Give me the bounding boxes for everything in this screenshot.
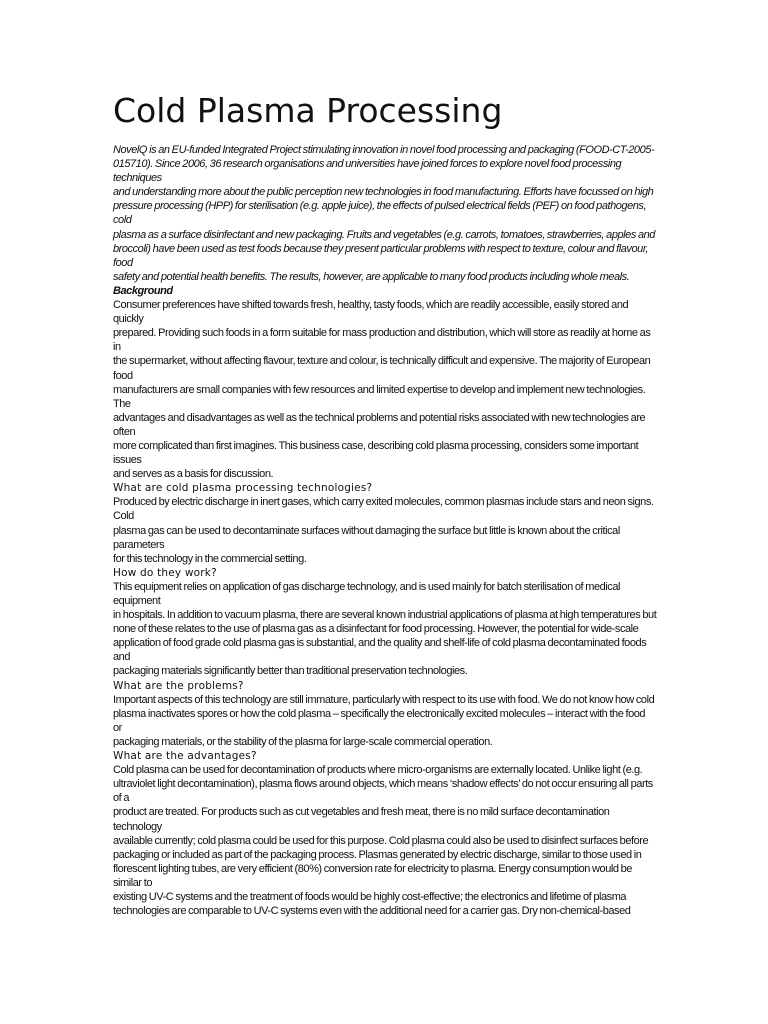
text-line: issues <box>113 454 142 467</box>
section-heading: How do they work? <box>113 566 217 579</box>
text-line: Produced by electric discharge in inert gases, which carry exited molecules, common plasmas include stars and neon signs. <box>113 496 654 509</box>
text-line: available currently; cold plasma could be used for this purpose. Cold plasma could also be used to disinfect surfaces before <box>113 834 649 847</box>
text-line: prepared. Providing such foods in a form suitable for mass production and distribution, which will store as readily at home as <box>113 327 651 340</box>
text-line: in hospitals. In addition to vacuum plasma, there are several known industrial applications of plasma at high temperatures but <box>113 609 657 622</box>
text-line: none of these relates to the use of plasma gas as a disinfectant for food processing. However, the potential for wide-scale <box>113 623 639 636</box>
text-line: florescent lighting tubes, are very efficient (80%) conversion rate for electricity to plasma. Energy consumption would be <box>113 862 632 875</box>
text-line: more complicated than first imagines. This business case, describing cold plasma processing, considers some important <box>113 439 639 452</box>
text-line: Consumer preferences have shifted towards fresh, healthy, tasty foods, which are readily accessible, easily stored and <box>113 299 629 312</box>
section-heading: What are cold plasma processing technologies? <box>113 482 373 495</box>
document-body <box>113 143 658 918</box>
text-line: packaging materials significantly better than traditional preservation technologies. <box>113 665 468 678</box>
section-heading: What are the problems? <box>113 679 244 692</box>
text-line: The <box>113 397 131 410</box>
page-title: Cold Plasma Processing <box>113 91 503 130</box>
text-line: parameters <box>113 538 165 551</box>
text-line: plasma gas can be used to decontaminate surfaces without damaging the surface but little is known about the critical <box>113 524 620 537</box>
text-line: for this technology in the commercial setting. <box>113 552 307 565</box>
text-line: advantages and disadvantages as well as the technical problems and potential risks associated with new technologies are <box>113 411 646 424</box>
text-line: pressure processing (HPP) for sterilisation (e.g. apple juice), the effects of pulsed electrical fields (PEF) on food pathogens, <box>113 200 647 213</box>
text-line: plasma as a surface disinfectant and new packaging. Fruits and vegetables (e.g. carrots, tomatoes, strawberries, apples and <box>113 228 655 241</box>
text-line: in <box>113 341 121 354</box>
text-line: similar to <box>113 876 153 889</box>
text-line: safety and potential health benefits. The results, however, are applicable to many food products including whole meals. <box>113 270 630 283</box>
text-line: and <box>113 651 131 664</box>
text-line: technologies are comparable to UV-C systems even with the additional need for a carrier gas. Dry non-chemical-based <box>113 905 631 918</box>
text-line: techniques <box>113 172 162 185</box>
text-line: application of food grade cold plasma gas is substantial, and the quality and shelf-life of cold plasma decontaminated foods <box>113 637 647 650</box>
text-line: often <box>113 425 136 438</box>
text-line: broccoli) have been used as test foods because they present particular problems with respect to texture, colour and flavour, <box>113 242 649 255</box>
text-line: Cold <box>113 510 134 523</box>
text-line: of a <box>113 792 130 805</box>
text-line: packaging or included as part of the packaging process. Plasmas generated by electric discharge, similar to those used in <box>113 848 642 861</box>
text-line: This equipment relies on application of gas discharge technology, and is used mainly for batch sterilisation of medical <box>113 580 621 593</box>
text-line: ultraviolet light decontamination), plasma flows around objects, which means ‘shadow effects’ do not occur ensuring all parts <box>113 778 653 791</box>
text-line: equipment <box>113 595 161 607</box>
text-line: food <box>113 369 133 382</box>
text-line: existing UV-C systems and the treatment of foods would be highly cost-effective; the electronics and lifetime of plasma <box>113 890 627 903</box>
text-line: 015710). Since 2006, 36 research organisations and universities have joined forces to explore novel food processing <box>113 158 622 171</box>
text-line: cold <box>113 214 132 227</box>
text-line: technology <box>113 820 162 833</box>
text-line: and serves as a basis for discussion. <box>113 468 274 481</box>
text-line: plasma inactivates spores or how the cold plasma – specifically the electronically excited molecules – interact with the food <box>113 707 646 720</box>
text-line: the supermarket, without affecting flavour, texture and colour, is technically difficult and expensive. The majority of European <box>113 355 651 368</box>
section-heading: Background <box>113 284 173 297</box>
text-line: product are treated. For products such as cut vegetables and fresh meat, there is no mild surface decontamination <box>113 806 610 819</box>
text-line: packaging materials, or the stability of the plasma for large-scale commercial operation. <box>113 735 493 748</box>
text-line: Important aspects of this technology are still immature, particularly with respect to its use with food. We do not know how cold <box>113 693 655 706</box>
text-line: quickly <box>113 313 144 326</box>
text-line: manufacturers are small companies with few resources and limited expertise to develop and implement new technologies. <box>113 383 646 396</box>
section-heading: What are the advantages? <box>113 750 257 763</box>
text-line: and understanding more about the public perception new technologies in food manufacturing. Efforts have focussed on high <box>113 186 654 199</box>
text-line: Cold plasma can be used for decontamination of products where micro-organisms are externally located. Unlike light (e.g. <box>113 764 643 777</box>
text-line: or <box>113 721 122 734</box>
text-line: food <box>113 256 133 269</box>
text-line: NovelQ is an EU-funded Integrated Project stimulating innovation in novel food processing and packaging (FOOD-CT-2005- <box>113 144 655 156</box>
